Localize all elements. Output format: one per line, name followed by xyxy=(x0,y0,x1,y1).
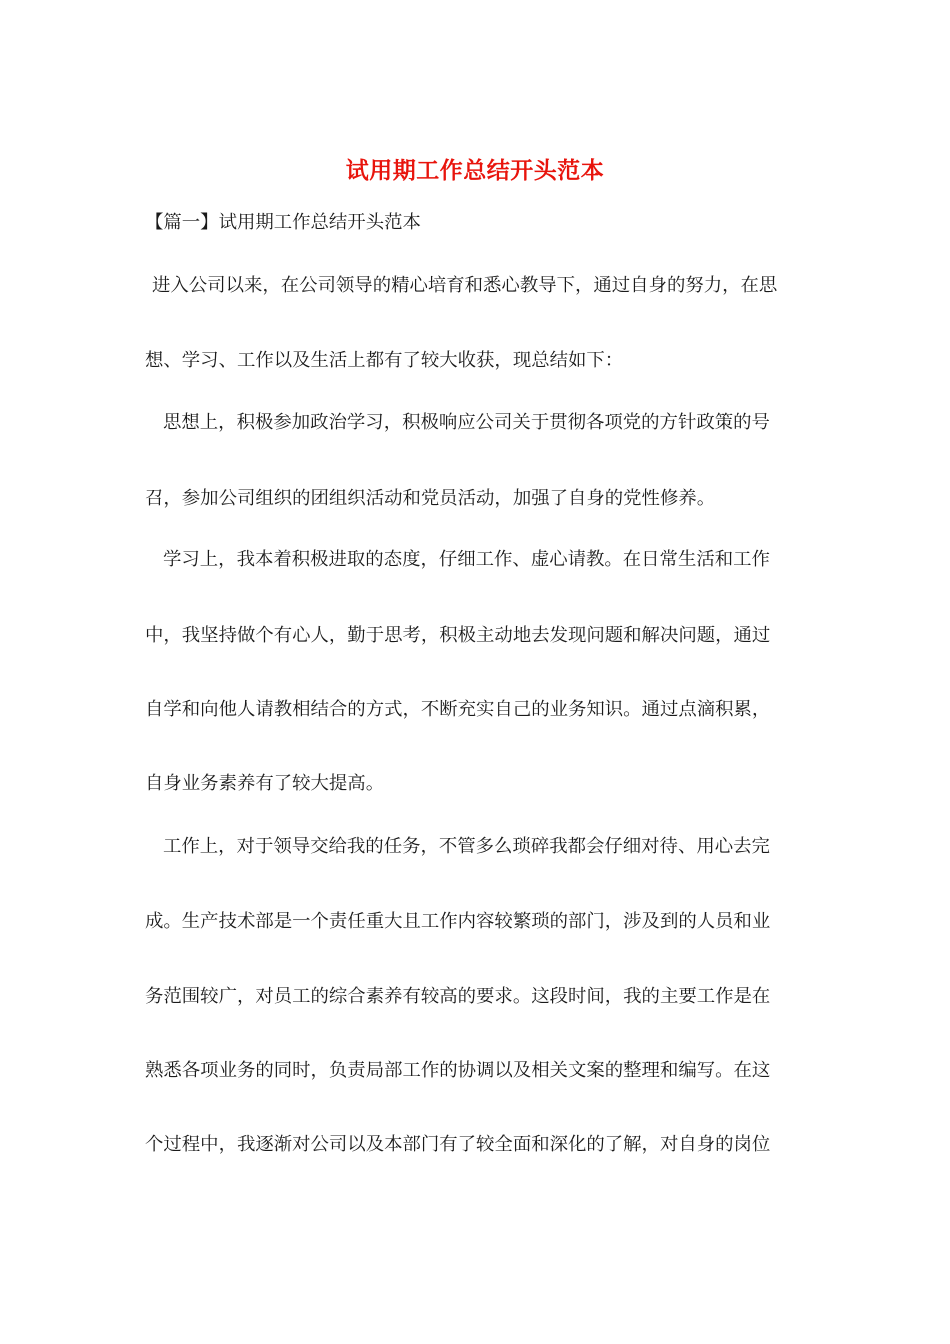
paragraph-line: 个过程中，我逐渐对公司以及本部门有了较全面和深化的了解，对自身的岗位 xyxy=(145,1134,771,1155)
section-heading: 【篇一】试用期工作总结开头范本 xyxy=(145,212,421,233)
paragraph-line: 自学和向他人请教相结合的方式，不断充实自己的业务知识。通过点滴积累， xyxy=(145,699,771,720)
paragraph-line: 成。生产技术部是一个责任重大且工作内容较繁琐的部门，涉及到的人员和业 xyxy=(145,911,771,932)
paragraph-line: 进入公司以来，在公司领导的精心培育和悉心教导下，通过自身的努力，在思 xyxy=(152,275,778,296)
paragraph-line: 熟悉各项业务的同时，负责局部工作的协调以及相关文案的整理和编写。在这 xyxy=(145,1060,771,1081)
paragraph-line: 召，参加公司组织的团组织活动和党员活动，加强了自身的党性修养。 xyxy=(145,488,716,509)
paragraph-line: 想、学习、工作以及生活上都有了较大收获，现总结如下： xyxy=(145,350,624,371)
paragraph-line: 自身业务素养有了较大提高。 xyxy=(145,773,385,794)
paragraph-line: 思想上，积极参加政治学习，积极响应公司关于贯彻各项党的方针政策的号 xyxy=(163,412,770,433)
paragraph-line: 学习上，我本着积极进取的态度，仔细工作、虚心请教。在日常生活和工作 xyxy=(163,549,770,570)
document-title: 试用期工作总结开头范本 xyxy=(345,157,605,184)
paragraph-line: 工作上，对于领导交给我的任务，不管多么琐碎我都会仔细对待、用心去完 xyxy=(163,836,770,857)
paragraph-line: 务范围较广，对员工的综合素养有较高的要求。这段时间，我的主要工作是在 xyxy=(145,986,771,1007)
paragraph-line: 中，我坚持做个有心人，勤于思考，积极主动地去发现问题和解决问题，通过 xyxy=(145,625,771,646)
